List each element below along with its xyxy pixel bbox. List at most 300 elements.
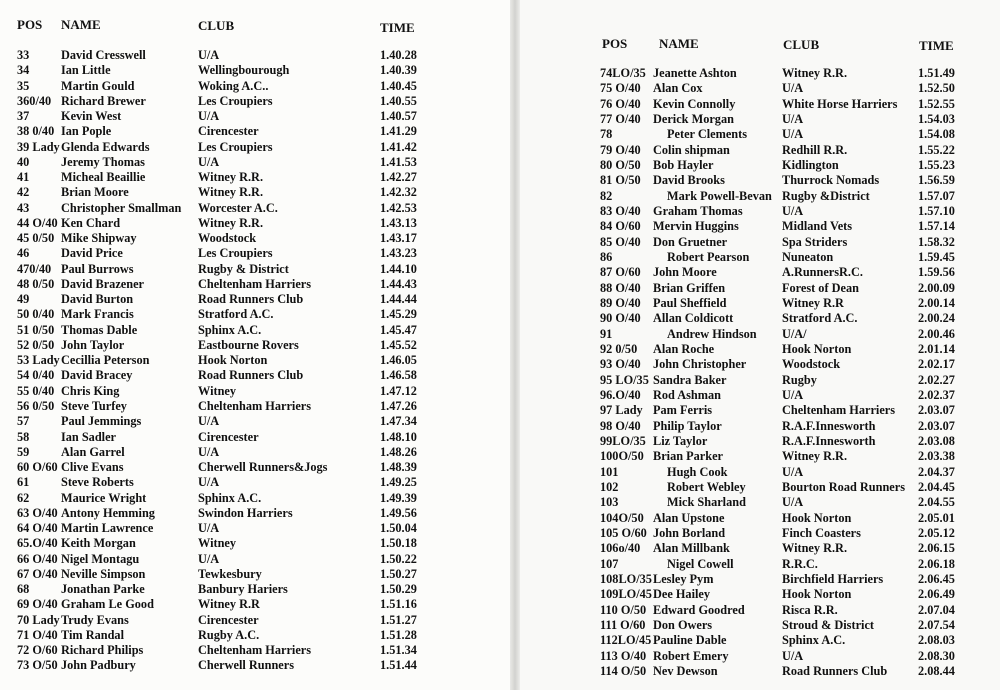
cell-time: 1.43.23 bbox=[380, 246, 417, 261]
cell-pos: 113 O/40 bbox=[600, 648, 647, 663]
cell-pos: 85 O/40 bbox=[600, 234, 641, 249]
cell-pos: 83 O/40 bbox=[600, 203, 641, 218]
cell-time: 1.55.23 bbox=[918, 157, 955, 172]
cell-pos: 360/40 bbox=[17, 93, 52, 108]
cell-club: Banbury Hariers bbox=[198, 582, 288, 597]
cell-club: U/A bbox=[198, 444, 220, 459]
cell-time: 1.47.34 bbox=[380, 414, 417, 429]
cell-club: U/A bbox=[198, 48, 220, 62]
cell-pos: 52 0/50 bbox=[17, 337, 55, 352]
cell-pos: 78 bbox=[600, 127, 613, 142]
cell-time: 1.43.13 bbox=[380, 215, 417, 230]
cell-pos: 54 0/40 bbox=[17, 368, 55, 383]
cell-club: Finch Coasters bbox=[782, 525, 861, 540]
cell-name: Dee Hailey bbox=[653, 587, 711, 602]
cell-name: Graham Le Good bbox=[61, 597, 154, 612]
cell-club: Les Croupiers bbox=[198, 139, 273, 154]
cell-time: 1.50.22 bbox=[380, 551, 417, 566]
cell-name: Philip Taylor bbox=[653, 418, 722, 433]
cell-pos: 55 0/40 bbox=[17, 383, 55, 398]
cell-pos: 97 Lady bbox=[600, 403, 643, 418]
cell-club: Midland Vets bbox=[782, 219, 853, 234]
cell-time: 1.51.34 bbox=[380, 643, 417, 658]
cell-time: 1.57.10 bbox=[918, 203, 955, 218]
cell-club: Spa Striders bbox=[782, 234, 848, 249]
cell-name: Graham Thomas bbox=[653, 203, 743, 218]
cell-name: Glenda Edwards bbox=[61, 139, 150, 154]
cell-pos: 93 O/40 bbox=[600, 357, 641, 372]
cell-time: 2.06.45 bbox=[918, 571, 955, 586]
cell-pos: 96.O/40 bbox=[600, 387, 641, 402]
cell-name: David Brooks bbox=[653, 173, 725, 188]
cell-time: 2.08.44 bbox=[918, 663, 955, 678]
cell-time: 1.47.12 bbox=[380, 383, 417, 398]
cell-time: 1.49.56 bbox=[380, 505, 417, 520]
cell-club: Birchfield Harriers bbox=[782, 571, 884, 586]
cell-club: Sphinx A.C. bbox=[782, 633, 846, 648]
cell-time: 2.05.12 bbox=[918, 525, 955, 540]
cell-club: Cherwell Runners bbox=[198, 658, 294, 673]
cell-pos: 90 O/40 bbox=[600, 311, 641, 326]
cell-name: Colin shipman bbox=[653, 142, 730, 157]
cell-time: 1.42.53 bbox=[380, 200, 417, 215]
right-page bbox=[520, 0, 1000, 690]
cell-name: Jonathan Parke bbox=[61, 582, 145, 597]
cell-pos: 79 O/40 bbox=[600, 142, 641, 157]
cell-club: U/A bbox=[198, 154, 220, 169]
cell-time: 2.03.07 bbox=[918, 403, 955, 418]
cell-club: Hook Norton bbox=[782, 510, 852, 525]
cell-time: 1.46.05 bbox=[380, 353, 417, 368]
cell-time: 1.50.18 bbox=[380, 536, 417, 551]
cell-club: Woking A.C.. bbox=[198, 78, 269, 93]
cell-time: 1.45.29 bbox=[380, 307, 417, 322]
cell-time: 1.49.39 bbox=[380, 490, 417, 505]
cell-pos: 58 bbox=[17, 429, 30, 444]
cell-name: Mike Shipway bbox=[61, 231, 137, 246]
cell-name: Don Gruetner bbox=[653, 234, 728, 249]
cell-time: 1.57.07 bbox=[918, 188, 955, 203]
cell-pos: 72 O/60 bbox=[17, 643, 58, 658]
cell-time: 1.59.45 bbox=[918, 249, 955, 264]
cell-club: U/A bbox=[782, 127, 804, 142]
cell-club: Hook Norton bbox=[198, 353, 268, 368]
cell-name: Ian Little bbox=[61, 63, 111, 78]
cell-name: John Borland bbox=[653, 525, 726, 540]
cell-time: 1.55.22 bbox=[918, 142, 955, 157]
cell-name: Don Owers bbox=[653, 617, 713, 632]
cell-pos: 44 O/40 bbox=[17, 215, 58, 230]
cell-name: David Burton bbox=[61, 292, 134, 307]
cell-name: Christopher Smallman bbox=[61, 200, 182, 215]
cell-pos: 63 O/40 bbox=[17, 505, 58, 520]
cell-time: 1.42.27 bbox=[380, 170, 417, 185]
cell-name: Allan Coldicott bbox=[653, 311, 734, 326]
cell-name: Brian Griffen bbox=[653, 280, 726, 295]
cell-time: 1.50.27 bbox=[380, 566, 417, 581]
cell-name: Lesley Pym bbox=[653, 571, 714, 586]
cell-time: 2.00.46 bbox=[918, 326, 955, 341]
cell-name: David Brazener bbox=[61, 276, 144, 291]
cell-club: Kidlington bbox=[782, 157, 839, 172]
cell-time: 1.49.25 bbox=[380, 475, 417, 490]
cell-time: 1.57.14 bbox=[918, 219, 955, 234]
cell-club: Les Croupiers bbox=[198, 93, 273, 108]
cell-time: 2.03.07 bbox=[918, 418, 955, 433]
cell-name: Mervin Huggins bbox=[653, 219, 739, 234]
cell-pos: 80 O/50 bbox=[600, 157, 641, 172]
cell-time: 1.41.42 bbox=[380, 139, 417, 154]
cell-time: 1.44.10 bbox=[380, 261, 417, 276]
cell-pos: 74LO/35 bbox=[600, 66, 646, 80]
cell-club: White Horse Harriers bbox=[782, 96, 898, 111]
cell-pos: 53 Lady bbox=[17, 353, 60, 368]
cell-club: Cirencester bbox=[198, 124, 259, 139]
cell-club: Witney R.R bbox=[782, 295, 844, 310]
cell-name: Richard Brewer bbox=[61, 93, 146, 108]
cell-club: Redhill R.R. bbox=[782, 142, 848, 157]
cell-time: 1.56.59 bbox=[918, 173, 955, 188]
cell-pos: 114 O/50 bbox=[600, 663, 647, 678]
cell-time: 1.54.08 bbox=[918, 127, 955, 142]
cell-club: Witney R.R. bbox=[198, 185, 264, 200]
cell-time: 1.50.04 bbox=[380, 521, 417, 536]
cell-pos: 46 bbox=[17, 246, 30, 261]
header-name: NAME bbox=[659, 36, 699, 51]
cell-club: Cheltenham Harriers bbox=[198, 276, 312, 291]
cell-pos: 34 bbox=[17, 63, 30, 78]
cell-time: 1.40.39 bbox=[380, 63, 417, 78]
cell-time: 1.40.28 bbox=[380, 48, 417, 62]
cell-name: Nigel Montagu bbox=[61, 551, 140, 566]
cell-name: Antony Hemming bbox=[61, 505, 155, 520]
cell-pos: 108LO/35 bbox=[600, 571, 652, 586]
cell-pos: 59 bbox=[17, 444, 30, 459]
cell-time: 2.03.08 bbox=[918, 433, 955, 448]
cell-club: Woodstock bbox=[198, 231, 257, 246]
cell-pos: 40 bbox=[17, 154, 30, 169]
header-club: CLUB bbox=[783, 37, 820, 52]
cell-club: Risca R.R. bbox=[782, 602, 838, 617]
cell-club: Cheltenham Harriers bbox=[782, 403, 896, 418]
cell-pos: 470/40 bbox=[17, 261, 52, 276]
cell-time: 2.00.14 bbox=[918, 295, 955, 310]
cell-club: Cirencester bbox=[198, 612, 259, 627]
cell-pos: 101 bbox=[600, 464, 619, 479]
cell-name: Brian Parker bbox=[653, 449, 724, 464]
cell-club: Wellingbourough bbox=[198, 63, 290, 78]
cell-name: David Price bbox=[61, 246, 123, 261]
cell-pos: 71 O/40 bbox=[17, 627, 58, 642]
cell-club: R.A.F.Innesworth bbox=[782, 433, 876, 448]
cell-name: Neville Simpson bbox=[61, 566, 146, 581]
cell-name: Martin Lawrence bbox=[61, 521, 154, 536]
cell-club: Rugby &District bbox=[782, 188, 870, 203]
cell-pos: 67 O/40 bbox=[17, 566, 58, 581]
cell-club: Sphinx A.C. bbox=[198, 490, 262, 505]
cell-name: Trudy Evans bbox=[61, 612, 129, 627]
cell-time: 1.40.45 bbox=[380, 78, 417, 93]
cell-name: Tim Randal bbox=[61, 627, 124, 642]
cell-club: Witney R.R. bbox=[198, 215, 264, 230]
cell-name: John Padbury bbox=[61, 658, 136, 673]
cell-pos: 61 bbox=[17, 475, 30, 490]
cell-pos: 42 bbox=[17, 185, 30, 200]
cell-time: 1.43.17 bbox=[380, 231, 417, 246]
cell-pos: 107 bbox=[600, 556, 619, 571]
cell-pos: 99LO/35 bbox=[600, 433, 646, 448]
cell-club: A.RunnersR.C. bbox=[782, 265, 863, 280]
cell-name: Mick Sharland bbox=[667, 495, 746, 510]
cell-name: Thomas Dable bbox=[61, 322, 138, 337]
cell-club: U/A bbox=[782, 111, 804, 126]
cell-name: Steve Turfey bbox=[61, 398, 127, 413]
header-time: TIME bbox=[919, 38, 954, 53]
cell-time: 1.51.28 bbox=[380, 627, 417, 642]
cell-club: Cheltenham Harriers bbox=[198, 398, 312, 413]
cell-name: Rod Ashman bbox=[653, 387, 721, 402]
cell-pos: 62 bbox=[17, 490, 30, 505]
cell-time: 2.04.37 bbox=[918, 464, 955, 479]
cell-name: Andrew Hindson bbox=[667, 326, 757, 341]
cell-pos: 73 O/50 bbox=[17, 658, 58, 673]
cell-name: Clive Evans bbox=[61, 460, 124, 475]
cell-club: Stroud & District bbox=[782, 617, 874, 632]
cell-club: Forest of Dean bbox=[782, 280, 859, 295]
cell-name: John Taylor bbox=[61, 337, 125, 352]
cell-name: Robert Webley bbox=[667, 479, 746, 494]
cell-club: U/A bbox=[782, 495, 804, 510]
cell-pos: 50 0/40 bbox=[17, 307, 55, 322]
cell-club: Witney R.R. bbox=[198, 170, 264, 185]
cell-club: Hook Norton bbox=[782, 341, 852, 356]
cell-club: Les Croupiers bbox=[198, 246, 273, 261]
cell-name: Pauline Dable bbox=[653, 633, 727, 648]
cell-name: Sandra Baker bbox=[653, 372, 727, 387]
cell-name: Alan Upstone bbox=[653, 510, 725, 525]
cell-club: Rugby & District bbox=[198, 261, 289, 276]
cell-name: Mark Francis bbox=[61, 307, 134, 322]
cell-pos: 70 Lady bbox=[17, 612, 60, 627]
cell-pos: 41 bbox=[17, 170, 30, 185]
cell-club: Cheltenham Harriers bbox=[198, 643, 312, 658]
cell-pos: 89 O/40 bbox=[600, 295, 641, 310]
cell-time: 2.01.14 bbox=[918, 341, 955, 356]
cell-pos: 75 O/40 bbox=[600, 81, 641, 96]
cell-pos: 106o/40 bbox=[600, 541, 641, 556]
cell-name: Pam Ferris bbox=[653, 403, 713, 418]
cell-pos: 92 0/50 bbox=[600, 341, 638, 356]
cell-name: Alan Garrel bbox=[61, 444, 125, 459]
cell-club: R.R.C. bbox=[782, 556, 818, 571]
cell-club: U/A bbox=[782, 203, 804, 218]
cell-name: Micheal Beaillie bbox=[61, 170, 146, 185]
cell-pos: 103 bbox=[600, 495, 619, 510]
cell-time: 2.06.49 bbox=[918, 587, 955, 602]
cell-name: Hugh Cook bbox=[667, 464, 728, 479]
cell-club: Witney R.R. bbox=[782, 541, 848, 556]
cell-time: 1.42.32 bbox=[380, 185, 417, 200]
cell-time: 2.02.37 bbox=[918, 387, 955, 402]
cell-club: U/A bbox=[198, 551, 220, 566]
cell-time: 1.59.56 bbox=[918, 265, 955, 280]
cell-club: Road Runners Club bbox=[782, 663, 888, 678]
cell-name: Cecillia Peterson bbox=[61, 353, 150, 368]
cell-pos: 76 O/40 bbox=[600, 96, 641, 111]
cell-name: Alan Roche bbox=[653, 341, 715, 356]
cell-time: 2.06.15 bbox=[918, 541, 955, 556]
cell-club: Hook Norton bbox=[782, 587, 852, 602]
header-pos: POS bbox=[602, 36, 628, 51]
cell-time: 1.51.27 bbox=[380, 612, 417, 627]
cell-name: Peter Clements bbox=[667, 127, 748, 142]
cell-pos: 105 O/60 bbox=[600, 525, 647, 540]
cell-pos: 102 bbox=[600, 479, 619, 494]
cell-club: Swindon Harriers bbox=[198, 505, 293, 520]
cell-name: Jeanette Ashton bbox=[653, 66, 737, 80]
cell-time: 1.52.55 bbox=[918, 96, 955, 111]
cell-time: 1.44.44 bbox=[380, 292, 417, 307]
cell-time: 1.51.44 bbox=[380, 658, 417, 673]
cell-time: 1.41.29 bbox=[380, 124, 417, 139]
cell-club: U/A bbox=[198, 414, 220, 429]
cell-time: 1.44.43 bbox=[380, 276, 417, 291]
cell-club: U/A/ bbox=[782, 326, 807, 341]
cell-club: Stratford A.C. bbox=[782, 311, 858, 326]
cell-name: Nigel Cowell bbox=[667, 556, 734, 571]
header-pos: POS bbox=[17, 17, 43, 32]
cell-club: Stratford A.C. bbox=[198, 307, 274, 322]
cell-pos: 68 bbox=[17, 582, 30, 597]
cell-name: Paul Jemmings bbox=[61, 414, 142, 429]
cell-time: 1.45.47 bbox=[380, 322, 417, 337]
cell-pos: 51 0/50 bbox=[17, 322, 55, 337]
cell-pos: 43 bbox=[17, 200, 30, 215]
cell-pos: 88 O/40 bbox=[600, 280, 641, 295]
cell-time: 1.41.53 bbox=[380, 154, 417, 169]
cell-name: Ian Sadler bbox=[61, 429, 117, 444]
cell-club: Woodstock bbox=[782, 357, 841, 372]
cell-name: Robert Pearson bbox=[667, 249, 750, 264]
cell-pos: 45 0/50 bbox=[17, 231, 55, 246]
page-fold bbox=[510, 0, 520, 690]
cell-name: Keith Morgan bbox=[61, 536, 136, 551]
cell-club: Witney bbox=[198, 536, 237, 551]
cell-name: Edward Goodred bbox=[653, 602, 745, 617]
cell-club: Cirencester bbox=[198, 429, 259, 444]
cell-time: 1.48.39 bbox=[380, 460, 417, 475]
cell-time: 2.03.38 bbox=[918, 449, 955, 464]
cell-pos: 100O/50 bbox=[600, 449, 644, 464]
cell-name: Derick Morgan bbox=[653, 111, 734, 126]
cell-time: 1.51.49 bbox=[918, 66, 955, 80]
cell-club: Rugby A.C. bbox=[198, 627, 260, 642]
cell-pos: 87 O/60 bbox=[600, 265, 641, 280]
cell-pos: 82 bbox=[600, 188, 613, 203]
cell-name: Jeremy Thomas bbox=[61, 154, 145, 169]
cell-name: John Christopher bbox=[653, 357, 747, 372]
cell-club: Witney R.R. bbox=[782, 449, 848, 464]
cell-club: Tewkesbury bbox=[198, 566, 262, 581]
cell-time: 2.08.30 bbox=[918, 648, 955, 663]
cell-pos: 91 bbox=[600, 326, 613, 341]
cell-name: Kevin Connolly bbox=[653, 96, 736, 111]
cell-time: 1.47.26 bbox=[380, 398, 417, 413]
cell-pos: 98 O/40 bbox=[600, 418, 641, 433]
cell-pos: 56 0/50 bbox=[17, 398, 55, 413]
cell-name: Robert Emery bbox=[653, 648, 729, 663]
cell-club: U/A bbox=[198, 521, 220, 536]
cell-name: Martin Gould bbox=[61, 78, 135, 93]
cell-pos: 33 bbox=[17, 48, 30, 62]
cell-time: 1.50.29 bbox=[380, 582, 417, 597]
cell-pos: 112LO/45 bbox=[600, 633, 652, 648]
cell-pos: 66 O/40 bbox=[17, 551, 58, 566]
cell-club: Cherwell Runners&Jogs bbox=[198, 460, 328, 475]
cell-name: Maurice Wright bbox=[61, 490, 147, 505]
cell-pos: 69 O/40 bbox=[17, 597, 58, 612]
cell-time: 2.00.09 bbox=[918, 280, 955, 295]
cell-pos: 60 O/60 bbox=[17, 460, 58, 475]
cell-club: Bourton Road Runners bbox=[782, 479, 905, 494]
cell-pos: 104O/50 bbox=[600, 510, 644, 525]
cell-name: Chris King bbox=[61, 383, 120, 398]
cell-pos: 38 0/40 bbox=[17, 124, 55, 139]
cell-name: Bob Hayler bbox=[653, 157, 714, 172]
cell-name: Brian Moore bbox=[61, 185, 129, 200]
cell-club: U/A bbox=[782, 464, 804, 479]
cell-club: Nuneaton bbox=[782, 249, 834, 264]
cell-pos: 49 bbox=[17, 292, 30, 307]
cell-name: Paul Sheffield bbox=[653, 295, 727, 310]
cell-time: 2.07.54 bbox=[918, 617, 955, 632]
cell-time: 1.54.03 bbox=[918, 111, 955, 126]
cell-time: 2.05.01 bbox=[918, 510, 955, 525]
cell-name: Steve Roberts bbox=[61, 475, 134, 490]
cell-time: 2.00.24 bbox=[918, 311, 955, 326]
cell-name: David Bracey bbox=[61, 368, 133, 383]
cell-club: Eastbourne Rovers bbox=[198, 337, 299, 352]
cell-name: Nev Dewson bbox=[653, 663, 718, 678]
cell-time: 2.06.18 bbox=[918, 556, 955, 571]
cell-pos: 39 Lady bbox=[17, 139, 60, 154]
cell-pos: 48 0/50 bbox=[17, 276, 55, 291]
cell-pos: 110 O/50 bbox=[600, 602, 647, 617]
cell-name: Kevin West bbox=[61, 109, 122, 124]
cell-time: 1.48.10 bbox=[380, 429, 417, 444]
cell-name: John Moore bbox=[653, 265, 717, 280]
cell-club: U/A bbox=[782, 387, 804, 402]
cell-pos: 65.O/40 bbox=[17, 536, 58, 551]
cell-name: Mark Powell-Bevan bbox=[667, 188, 772, 203]
cell-club: Witney R.R. bbox=[782, 66, 848, 80]
cell-time: 2.07.04 bbox=[918, 602, 955, 617]
cell-pos: 64 O/40 bbox=[17, 521, 58, 536]
cell-name: Alan Cox bbox=[653, 81, 703, 96]
cell-club: Road Runners Club bbox=[198, 368, 304, 383]
cell-name: Paul Burrows bbox=[61, 261, 134, 276]
cell-club: U/A bbox=[198, 109, 220, 124]
cell-club: Witney R.R bbox=[198, 597, 260, 612]
cell-time: 1.58.32 bbox=[918, 234, 955, 249]
cell-name: Ken Chard bbox=[61, 215, 121, 230]
cell-name: Alan Millbank bbox=[653, 541, 730, 556]
cell-name: Liz Taylor bbox=[653, 433, 708, 448]
cell-time: 2.08.03 bbox=[918, 633, 955, 648]
cell-time: 1.40.57 bbox=[380, 109, 417, 124]
cell-club: Rugby bbox=[782, 372, 817, 387]
cell-pos: 86 bbox=[600, 249, 613, 264]
